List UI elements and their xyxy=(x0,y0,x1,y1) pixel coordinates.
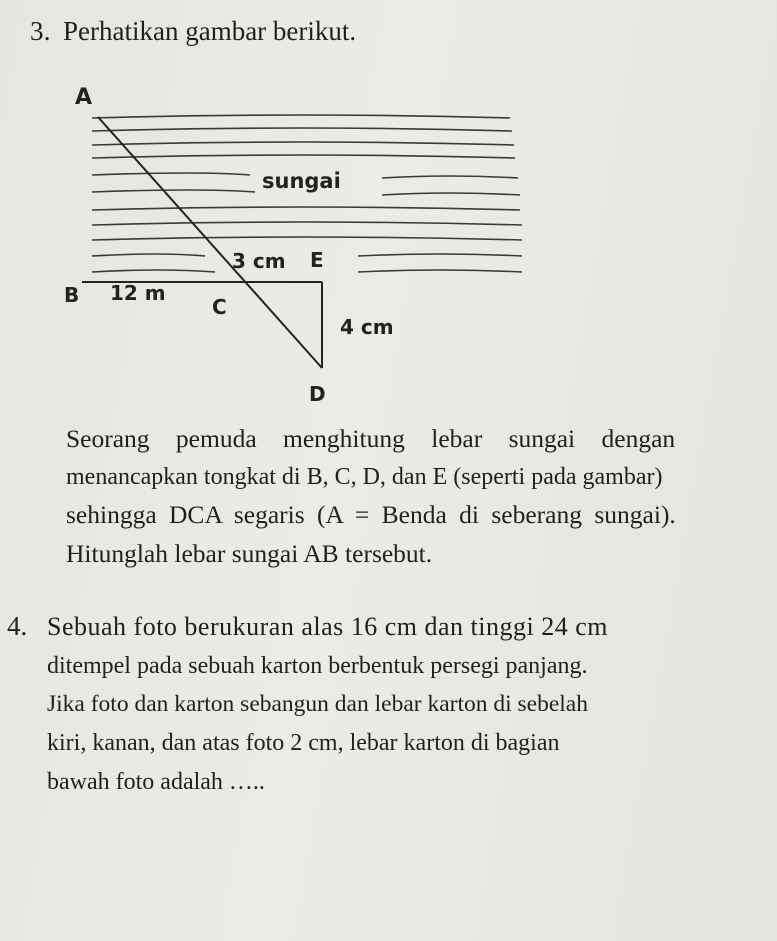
question-3-line-4: Hitunglah lebar sungai AB tersebut. xyxy=(66,539,433,568)
question-4-line-2: ditempel pada sebuah karton berbentuk persegi panjang. xyxy=(47,653,588,679)
question-4-line-4: kiri, kanan, dan atas foto 2 cm, lebar karton di bagian xyxy=(47,730,560,756)
river-wave-lines xyxy=(92,115,522,272)
question-3-heading: Perhatikan gambar berikut. xyxy=(63,16,357,46)
label-b: B xyxy=(64,283,80,307)
question-4-number: 4. xyxy=(7,611,28,641)
question-4-line-5: bawah foto adalah ….. xyxy=(47,769,265,795)
question-3-line-3: sehingga DCA segaris (A = Benda di seberang sungai). xyxy=(66,500,676,529)
label-a: A xyxy=(75,85,93,110)
question-3-line-2: menancapkan tongkat di B, C, D, dan E (seperti pada gambar) xyxy=(66,464,663,490)
question-3-number: 3. xyxy=(30,16,51,46)
question-4-line-1: Sebuah foto berukuran alas 16 cm dan tinggi 24 cm xyxy=(47,612,608,641)
label-12m: 12 m xyxy=(110,281,166,305)
label-river: sungai xyxy=(262,169,341,193)
question-3-line-1: Seorang pemuda menghitung lebar sungai dengan xyxy=(66,424,676,453)
label-4cm: 4 cm xyxy=(340,315,394,339)
label-c: C xyxy=(212,295,227,319)
label-d: D xyxy=(309,382,326,406)
question-4-line-3: Jika foto dan karton sebangun dan lebar karton di sebelah xyxy=(47,691,588,717)
label-e: E xyxy=(310,248,324,272)
label-3cm: 3 cm xyxy=(232,249,286,273)
